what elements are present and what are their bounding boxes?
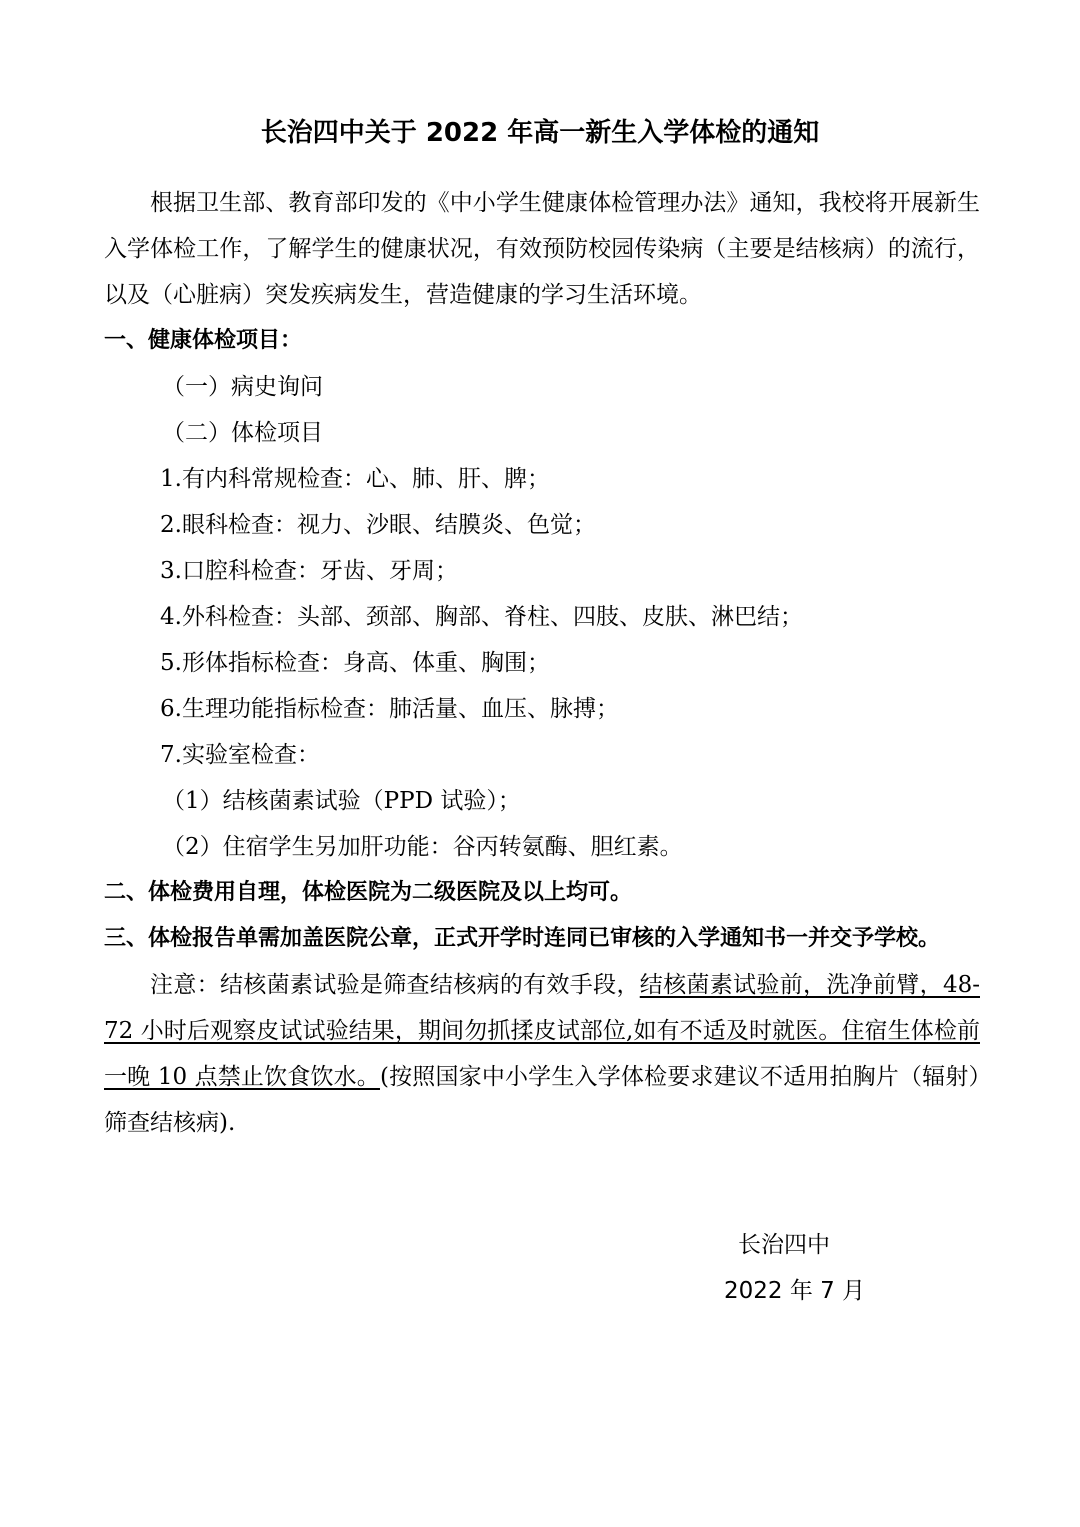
exam-item-laboratory: 7.实验室检查：: [160, 742, 320, 768]
document-body: [104, 180, 980, 1146]
lab-subitem-liver: （2）住宿学生另加肝功能：谷丙转氨酶、胆红素。: [162, 834, 683, 860]
signature-date: 2022 年 7 月: [724, 1278, 866, 1304]
intro-paragraph: 根据卫生部、教育部印发的《中小学生健康体检管理办法》通知，我校将开展新生入学体检工作，了解学生的健康状况，有效预防校园传染病（主要是结核病）的流行，以及（心脏病）突发疾病发生，营造健康的学习生活环境。: [104, 190, 980, 308]
lab-subitem-ppd: （1）结核菌素试验（PPD 试验）；: [162, 788, 521, 814]
exam-item-eye: 2.眼科检查：视力、沙眼、结膜炎、色觉；: [160, 512, 596, 538]
section3-heading: 三、体检报告单需加盖医院公章，正式开学时连同已审核的入学通知书一并交予学校。: [104, 926, 941, 951]
exam-item-internal: 1.有内科常规检查：心、肺、肝、脾；: [160, 466, 550, 492]
exam-item-physiology: 6.生理功能指标检查：肺活量、血压、脉搏；: [160, 696, 619, 722]
note-prefix: 注意：结核菌素试验是筛查结核病的有效手段，: [150, 972, 640, 998]
exam-item-surgical: 4.外科检查：头部、颈部、胸部、脊柱、四肢、皮肤、淋巴结；: [160, 604, 803, 630]
note-paragraph: [104, 962, 980, 1146]
exam-item-dental: 3.口腔科检查：牙齿、牙周；: [160, 558, 458, 584]
section1-heading: 一、健康体检项目：: [104, 328, 303, 353]
signature-block: [700, 1222, 880, 1314]
section1-sub-exam: （二）体检项目: [162, 420, 323, 446]
document-title: 长治四中关于 2022 年高一新生入学体检的通知: [260, 118, 820, 148]
section2-heading: 二、体检费用自理，体检医院为二级医院及以上均可。: [104, 880, 633, 905]
section1-sub-history: （一）病史询问: [162, 374, 323, 400]
note-underlined: 结核菌素试验前，洗净前臂，48-72 小时后观察皮试试验结果，期间勿抓揉皮试部位,如有不适及时就医。住宿生体检前一晚 10 点禁止饮食饮水。: [104, 972, 980, 1090]
note-suffix: (按照国家中小学生入学体检要求建议不适用拍胸片（辐射）筛查结核病).: [104, 1064, 980, 1136]
signature-org: 长治四中: [738, 1232, 830, 1258]
exam-item-body-shape: 5.形体指标检查：身高、体重、胸围；: [160, 650, 550, 676]
